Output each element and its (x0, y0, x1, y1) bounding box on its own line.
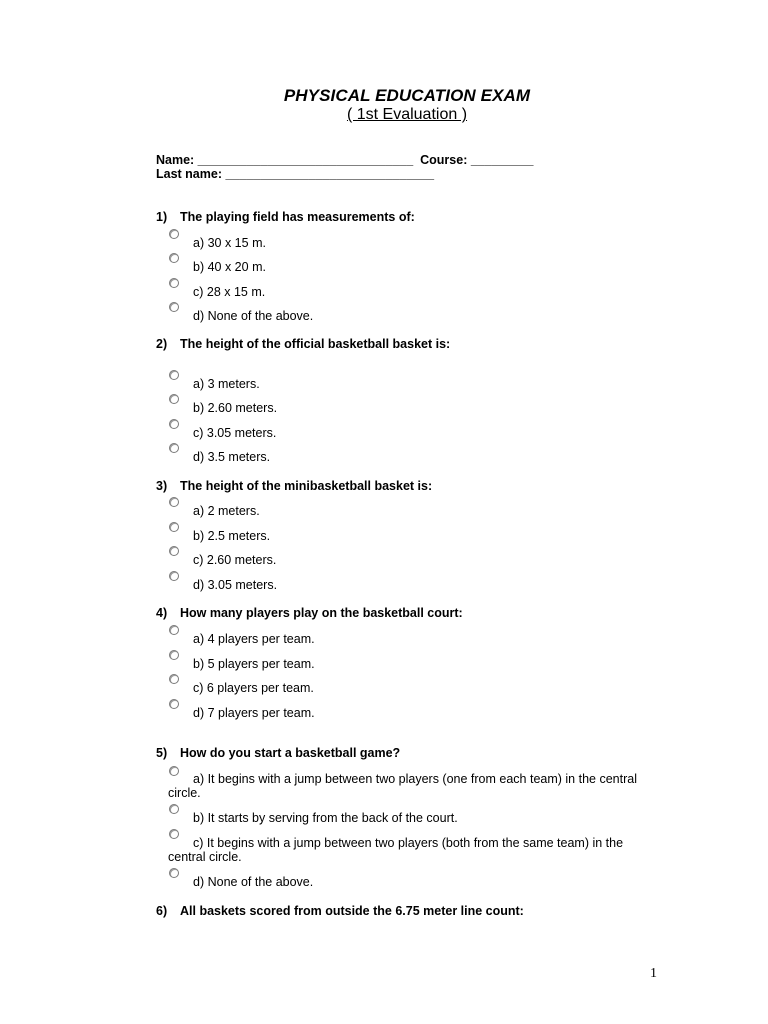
exam-title: PHYSICAL EDUCATION EXAM (283, 86, 531, 105)
option-label: b) 5 players per team. (193, 657, 315, 671)
question-text: The height of the official basketball basket is: (180, 337, 451, 351)
question-1 (156, 210, 415, 224)
page-number: 1 (650, 966, 657, 981)
radio-button-icon[interactable] (169, 625, 179, 635)
radio-button-icon[interactable] (169, 419, 179, 429)
option-label: d) 3.5 meters. (193, 450, 271, 464)
question-text: The height of the minibasketball basket is: (180, 479, 433, 493)
option-label: b) It starts by serving from the back of the court. (193, 811, 458, 825)
question-6 (156, 904, 524, 918)
question-number: 1) (156, 210, 168, 224)
option-label: a) 3 meters. (193, 377, 260, 391)
radio-button-icon[interactable] (169, 546, 179, 556)
radio-button-icon[interactable] (169, 394, 179, 404)
student-fields (156, 153, 533, 181)
option-label: b) 2.5 meters. (193, 529, 271, 543)
radio-button-icon[interactable] (169, 868, 179, 878)
question-text: How do you start a basketball game? (180, 746, 401, 760)
question-text: The playing field has measurements of: (180, 210, 415, 224)
question-number: 6) (156, 904, 168, 918)
radio-button-icon[interactable] (169, 650, 179, 660)
option-label: c) 3.05 meters. (193, 426, 277, 440)
question-number: 5) (156, 746, 168, 760)
question-4 (156, 606, 463, 620)
radio-button-icon[interactable] (169, 674, 179, 684)
exam-subtitle: ( 1st Evaluation ) (346, 106, 468, 123)
radio-button-icon[interactable] (169, 804, 179, 814)
radio-button-icon[interactable] (169, 699, 179, 709)
radio-button-icon[interactable] (169, 571, 179, 581)
option-label: b) 40 x 20 m. (193, 260, 266, 274)
option-label: a) 2 meters. (193, 504, 260, 518)
radio-button-icon[interactable] (169, 278, 179, 288)
option-label: a) 4 players per team. (193, 632, 315, 646)
name-course-line: Name: _______________________________ Course: _________ (156, 153, 534, 167)
radio-button-icon[interactable] (169, 443, 179, 453)
radio-button-icon[interactable] (169, 302, 179, 312)
radio-button-icon[interactable] (169, 370, 179, 380)
radio-button-icon[interactable] (169, 253, 179, 263)
option-label: d) 3.05 meters. (193, 578, 278, 592)
option-label: c) It begins with a jump between two players (both from the same team) in the central circle. (168, 836, 624, 864)
option-label: d) None of the above. (193, 875, 314, 889)
question-number: 2) (156, 337, 168, 351)
question-5 (156, 746, 400, 760)
last-name-line: Last name: ______________________________ (156, 167, 435, 181)
question-text: How many players play on the basketball court: (180, 606, 463, 620)
option-label: c) 28 x 15 m. (193, 285, 266, 299)
question-2 (156, 337, 450, 351)
option-label: b) 2.60 meters. (193, 401, 278, 415)
question-3 (156, 479, 432, 493)
question-number: 4) (156, 606, 168, 620)
question-number: 3) (156, 479, 168, 493)
radio-button-icon[interactable] (169, 229, 179, 239)
option-label: a) 30 x 15 m. (193, 236, 266, 250)
radio-button-icon[interactable] (169, 497, 179, 507)
option-label: d) None of the above. (193, 309, 314, 323)
option-label: a) It begins with a jump between two players (one from each team) in the central circle. (168, 772, 637, 800)
radio-button-icon[interactable] (169, 522, 179, 532)
option-label: c) 2.60 meters. (193, 553, 277, 567)
question-text: All baskets scored from outside the 6.75 meter line count: (180, 904, 524, 918)
option-label: d) 7 players per team. (193, 706, 315, 720)
option-label: c) 6 players per team. (193, 681, 314, 695)
